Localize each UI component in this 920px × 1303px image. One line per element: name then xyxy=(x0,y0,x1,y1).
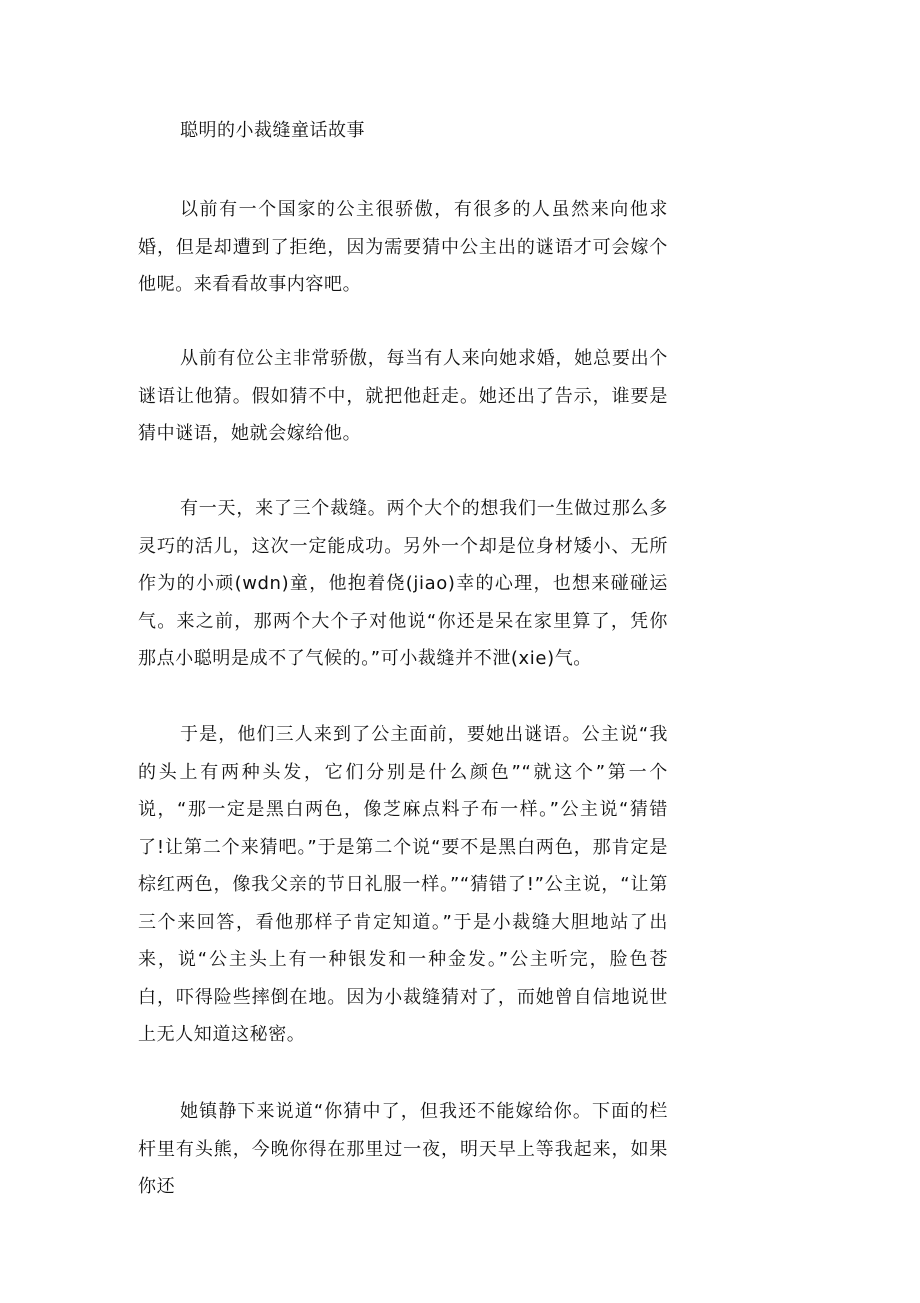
paragraph-guessing: 于是，他们三人来到了公主面前，要她出谜语。公主说“我的头上有两种头发，它们分别是什么颜色”“就这个”第一个说，“那一定是黑白两色，像芝麻点料子布一样。”公主说“猜错了!让第二个来猜吧。”于是第二个说“要不是黑白两色，那肯定是棕红两色，像我父亲的节日礼服一样。”“猜错了!”公主说，“让第三个来回答，看他那样子肯定知道。”于是小裁缝大胆地站了出来，说“公主头上有一种银发和一种金发。”公主听完，脸色苍白，吓得险些摔倒在地。因为小裁缝猜对了，而她曾自信地说世上无人知道这秘密。 xyxy=(138,724,668,1045)
paragraph-bear-challenge: 她镇静下来说道“你猜中了，但我还不能嫁给你。下面的栏杆里有头熊，今晚你得在那里过一夜，明天早上等我起来，如果你还 xyxy=(138,1101,668,1197)
paragraph-princess-riddle: 从前有位公主非常骄傲，每当有人来向她求婚，她总要出个谜语让他猜。假如猜不中，就把他赶走。她还出了告示，谁要是猜中谜语，她就会嫁给他。 xyxy=(138,348,668,444)
paragraph-intro: 以前有一个国家的公主很骄傲，有很多的人虽然来向他求婚，但是却遭到了拒绝，因为需要猜中公主出的谜语才可会嫁个他呢。来看看故事内容吧。 xyxy=(138,199,668,295)
paragraph-three-tailors: 有一天，来了三个裁缝。两个大个的想我们一生做过那么多灵巧的活儿，这次一定能成功。另外一个却是位身材矮小、无所作为的小顽(wdn)童，他抱着侥(jiao)幸的心理，也想来碰碰运气。来之前，那两个大个子对他说“你还是呆在家里算了，凭你那点小聪明是成不了气候的。”可小裁缝并不泄(xie)气。 xyxy=(138,498,668,669)
document-title: 聪明的小裁缝童话故事 xyxy=(180,120,365,141)
